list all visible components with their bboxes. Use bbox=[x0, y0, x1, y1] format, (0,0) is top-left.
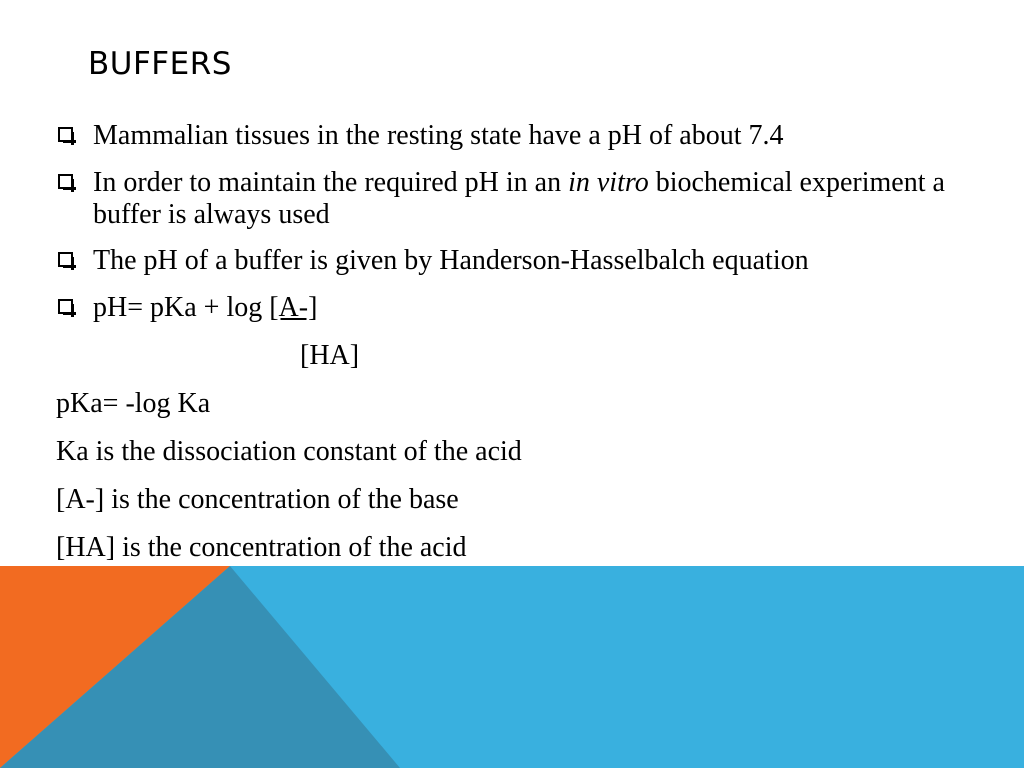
bullet-italic-text: in vitro bbox=[568, 167, 649, 198]
bullet-text: pH= pKa + log bbox=[93, 292, 270, 323]
checkbox-bullet-icon bbox=[58, 127, 73, 142]
text-line: Ka is the dissociation constant of the acid bbox=[56, 436, 522, 467]
bullet-item bbox=[56, 120, 986, 152]
checkbox-bullet-icon bbox=[58, 299, 73, 314]
decorative-shapes bbox=[0, 566, 1024, 768]
bullet-text: Mammalian tissues in the resting state have a pH of about 7.4 bbox=[93, 120, 784, 151]
bullet-item bbox=[56, 167, 986, 231]
fraction-denominator: [HA] bbox=[300, 340, 360, 371]
bullet-text: The pH of a buffer is given by Handerson-Hasselbalch equation bbox=[93, 245, 809, 276]
text-line: pKa= -log Ka bbox=[56, 388, 211, 419]
text-line: [A-] is the concentration of the base bbox=[56, 484, 459, 515]
slide-body bbox=[56, 118, 986, 564]
fraction-numerator: [A-] bbox=[269, 292, 318, 323]
checkbox-bullet-icon bbox=[58, 174, 73, 189]
slide-title: BUFFERS bbox=[88, 46, 232, 82]
text-line: [HA] is the concentration of the acid bbox=[56, 532, 467, 563]
bullet-text: biochemical experiment a buffer is always used bbox=[93, 167, 945, 230]
bullet-text: In order to maintain the required pH in an bbox=[93, 167, 569, 198]
bullet-item bbox=[56, 245, 986, 277]
checkbox-bullet-icon bbox=[58, 252, 73, 267]
bullet-item bbox=[56, 292, 986, 324]
